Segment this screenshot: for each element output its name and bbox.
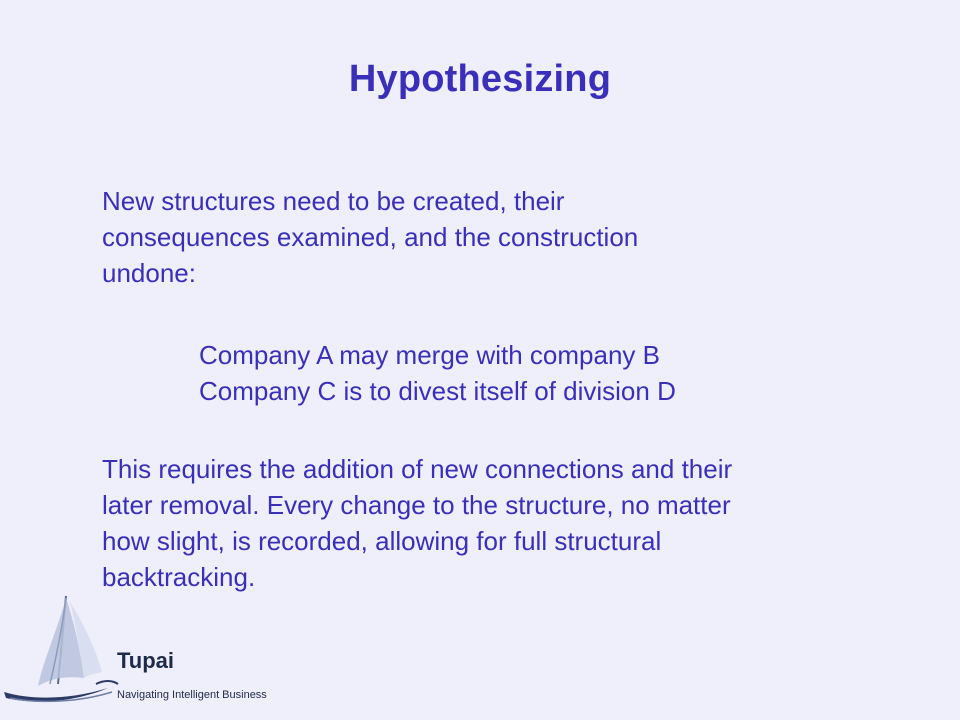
text-line: New structures need to be created, their [102,186,565,216]
text-line: later removal. Every change to the structure, no matter [102,490,731,520]
logo-tagline: Navigating Intelligent Business [117,689,267,701]
text-line: undone: [102,258,196,288]
example-item: Company C is to divest itself of division D [199,376,676,406]
paragraph-intro [102,183,902,291]
text-line: consequences examined, and the construction [102,222,639,252]
company-logo [0,588,270,720]
text-line: how slight, is recorded, allowing for full structural [102,526,662,556]
example-item: Company A may merge with company B [199,340,660,370]
paragraph-detail [102,451,902,595]
logo-name: Tupai [117,648,175,673]
text-line: This requires the addition of new connections and their [102,454,733,484]
example-list [199,337,960,409]
text-line: backtracking. [102,562,256,592]
slide-title: Hypothesizing [348,58,612,100]
